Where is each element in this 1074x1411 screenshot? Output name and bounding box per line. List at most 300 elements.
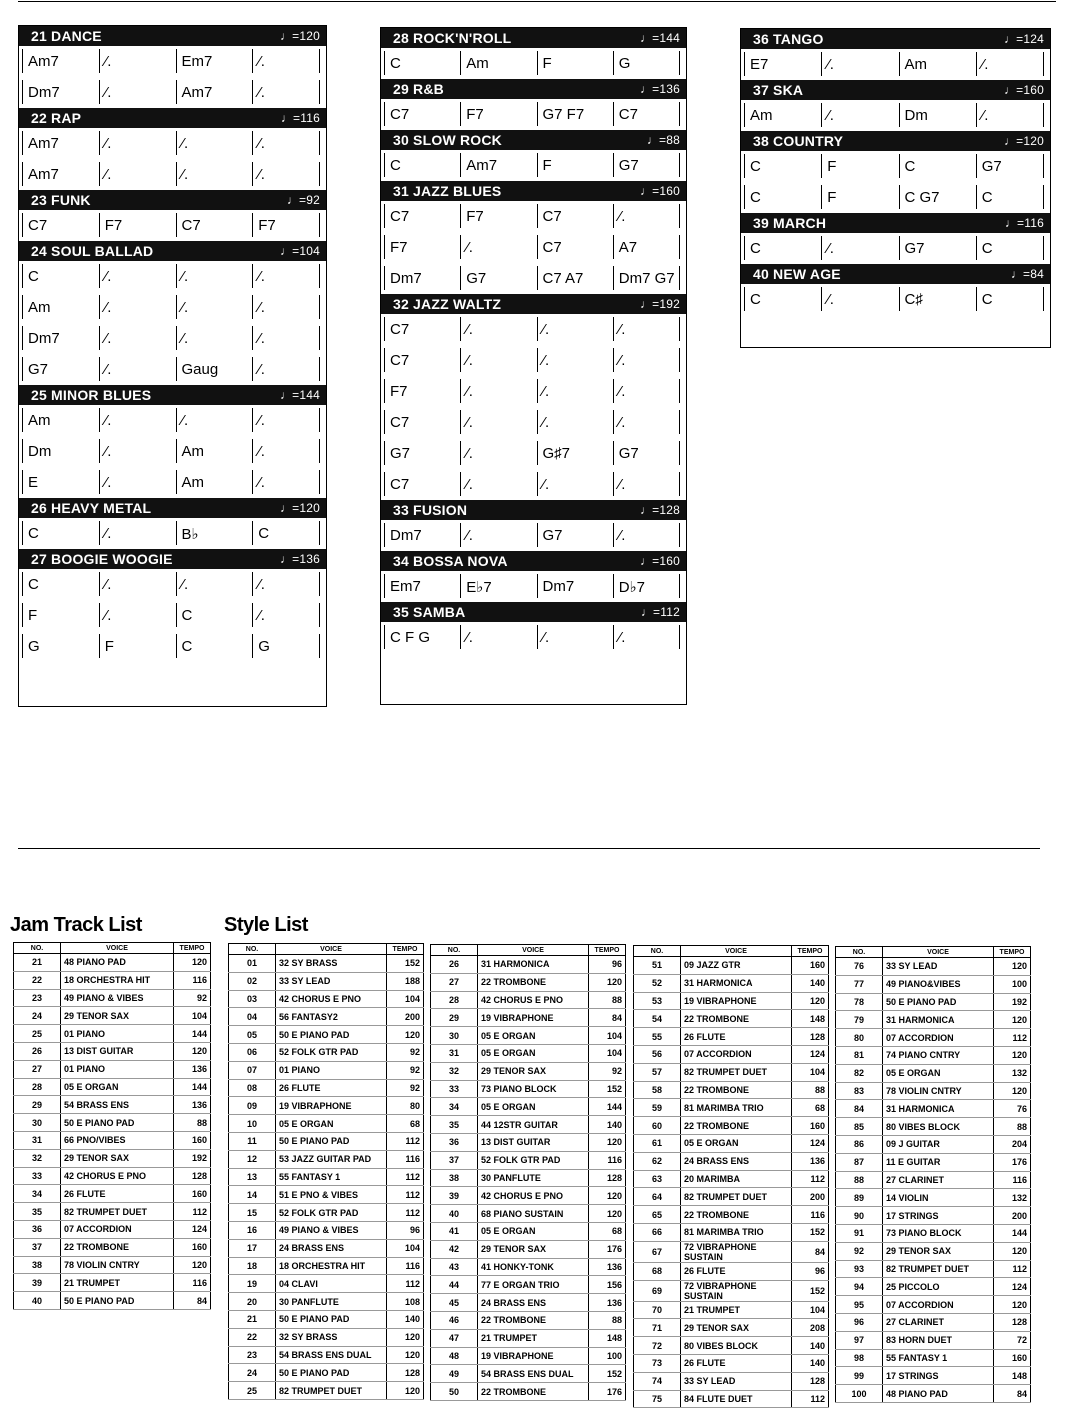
row-voice: 19 VIBRAPHONE (681, 992, 792, 1010)
chord-cell: ⁄. (818, 107, 895, 124)
row-number: 90 (836, 1207, 883, 1225)
table-row (229, 1168, 424, 1186)
chord-cell: E♭7 (457, 578, 533, 596)
row-tempo: 120 (589, 1133, 626, 1151)
table-row (836, 1207, 1031, 1225)
row-tempo: 144 (994, 1224, 1031, 1242)
col-voice-header: VOICE (478, 945, 589, 956)
row-tempo: 128 (792, 1028, 829, 1046)
row-number: 21 (229, 1310, 276, 1328)
chord-cell: F (96, 638, 173, 655)
style-name: 26 HEAVY METAL (31, 500, 152, 516)
row-tempo: 148 (994, 1367, 1031, 1385)
row-number: 59 (634, 1099, 681, 1117)
row-voice: 49 PIANO&VIBES (883, 975, 994, 993)
chord-cell: C (249, 525, 326, 542)
row-voice: 54 BRASS ENS (61, 1096, 174, 1114)
chord-cell: C (896, 158, 973, 175)
row-tempo: 136 (792, 1152, 829, 1170)
row-tempo: 120 (387, 1382, 424, 1400)
chord-cell: G7 (457, 270, 533, 287)
chord-cell: ⁄. (457, 352, 533, 369)
chord-cell: C (973, 240, 1050, 257)
style-name: 35 SAMBA (393, 604, 466, 620)
chord-cell: F (19, 607, 96, 624)
chord-cell: ⁄. (818, 240, 895, 257)
chord-cell: ⁄. (534, 352, 610, 369)
row-tempo: 160 (792, 1117, 829, 1135)
table-row (634, 1152, 829, 1170)
chord-cell: Dm7 (381, 527, 457, 544)
table-row (229, 1204, 424, 1222)
row-voice: 53 JAZZ GUITAR PAD (276, 1150, 387, 1168)
row-tempo: 120 (994, 958, 1031, 976)
chord-cell: ⁄. (973, 107, 1050, 124)
style-name: 31 JAZZ BLUES (393, 183, 502, 199)
table-row (229, 1346, 424, 1364)
chord-row (741, 49, 1050, 80)
table-row (229, 1275, 424, 1293)
row-voice: 50 E PIANO PAD (276, 1132, 387, 1150)
row-tempo: 176 (994, 1153, 1031, 1171)
chord-cell: A7 (610, 239, 686, 256)
table-row (431, 1098, 626, 1116)
col-voice-header: VOICE (61, 943, 174, 954)
table-row (634, 1262, 829, 1280)
header-row (836, 947, 1031, 958)
row-number: 36 (431, 1133, 478, 1151)
row-number: 79 (836, 1011, 883, 1029)
table-row (14, 1007, 211, 1025)
col-tempo-header: TEMPO (994, 947, 1031, 958)
row-tempo: 104 (589, 1027, 626, 1045)
row-tempo: 136 (174, 1096, 211, 1114)
chord-row (381, 314, 686, 345)
row-tempo: 104 (792, 1063, 829, 1081)
row-voice: 42 CHORUS E PNO (478, 991, 589, 1009)
chord-row (19, 436, 326, 467)
row-number: 41 (431, 1222, 478, 1240)
chord-cell: ⁄. (249, 84, 326, 101)
table-row (634, 1188, 829, 1206)
row-number: 05 (229, 1026, 276, 1044)
table-row (229, 1257, 424, 1275)
chord-cell: ⁄. (96, 166, 173, 183)
row-number: 74 (634, 1372, 681, 1390)
row-number: 36 (14, 1220, 61, 1238)
chord-cell: ⁄. (610, 629, 686, 646)
chord-cell: ⁄. (249, 443, 326, 460)
table-row (634, 1390, 829, 1408)
table-row (836, 1224, 1031, 1242)
style-name: 34 BOSSA NOVA (393, 553, 508, 569)
chord-row (741, 100, 1050, 131)
row-number: 38 (431, 1169, 478, 1187)
table-row (634, 1223, 829, 1241)
table-row (14, 954, 211, 972)
chord-cell: C♯ (896, 291, 973, 308)
chord-cell: C (173, 638, 250, 655)
style-name: 24 SOUL BALLAD (31, 243, 154, 259)
row-number: 76 (836, 958, 883, 976)
row-tempo: 112 (387, 1186, 424, 1204)
table-row (229, 1186, 424, 1204)
row-voice: 26 FLUTE (681, 1262, 792, 1280)
table-row (14, 1292, 211, 1310)
row-voice: 22 TROMBONE (478, 1311, 589, 1329)
table-row (229, 1382, 424, 1400)
row-number: 60 (634, 1117, 681, 1135)
chord-cell: ⁄. (249, 474, 326, 491)
table-row (431, 1240, 626, 1258)
table-row (431, 1276, 626, 1294)
style-header (19, 549, 326, 569)
row-number: 09 (229, 1097, 276, 1115)
section-divider (18, 848, 1040, 849)
table-row (634, 992, 829, 1010)
row-number: 53 (634, 992, 681, 1010)
row-voice: 05 E ORGAN (276, 1115, 387, 1133)
row-number: 10 (229, 1115, 276, 1133)
row-number: 43 (431, 1258, 478, 1276)
row-number: 29 (14, 1096, 61, 1114)
row-number: 17 (229, 1239, 276, 1257)
row-tempo: 132 (994, 1064, 1031, 1082)
row-voice: 52 FOLK GTR PAD (478, 1151, 589, 1169)
table-row (229, 1008, 424, 1026)
chord-cell: ⁄. (457, 239, 533, 256)
chord-row (741, 233, 1050, 264)
chord-cell: Dm (19, 443, 96, 460)
row-tempo: 104 (387, 1239, 424, 1257)
row-tempo: 88 (589, 991, 626, 1009)
row-voice: 42 CHORUS E PNO (276, 990, 387, 1008)
row-voice: 09 JAZZ GTR (681, 957, 792, 975)
row-number: 26 (14, 1042, 61, 1060)
chord-cell: G (249, 638, 326, 655)
row-tempo: 176 (589, 1240, 626, 1258)
table-row (229, 990, 424, 1008)
chord-row (19, 518, 326, 549)
row-number: 66 (634, 1223, 681, 1241)
row-number: 100 (836, 1385, 883, 1403)
row-voice: 07 ACCORDION (883, 1296, 994, 1314)
table-row (634, 1241, 829, 1262)
row-tempo: 148 (589, 1329, 626, 1347)
table-row (634, 1206, 829, 1224)
row-tempo: 116 (589, 1151, 626, 1169)
row-number: 37 (14, 1238, 61, 1256)
style-header (741, 131, 1050, 151)
table-row (836, 1064, 1031, 1082)
row-tempo: 120 (387, 1026, 424, 1044)
table-row (836, 1171, 1031, 1189)
row-number: 27 (14, 1060, 61, 1078)
table-row (431, 1062, 626, 1080)
table-row (634, 1301, 829, 1319)
row-voice: 48 PIANO PAD (61, 954, 174, 972)
table-row (14, 1203, 211, 1221)
row-tempo: 132 (994, 1189, 1031, 1207)
row-voice: 82 TRUMPET DUET (681, 1188, 792, 1206)
chord-cell: ⁄. (249, 53, 326, 70)
row-tempo: 104 (387, 990, 424, 1008)
row-number: 99 (836, 1367, 883, 1385)
row-tempo: 104 (589, 1044, 626, 1062)
chord-cell: C G7 (896, 189, 973, 206)
row-number: 06 (229, 1043, 276, 1061)
chord-row (381, 438, 686, 469)
col-no-header: NO. (229, 944, 276, 955)
chord-cell: F7 (457, 208, 533, 225)
row-voice: 22 TROMBONE (681, 1010, 792, 1028)
style-table-3 (633, 945, 829, 1408)
chord-column-left (18, 25, 327, 707)
table-row (229, 1150, 424, 1168)
chord-cell: C (741, 158, 818, 175)
row-tempo: 92 (387, 1043, 424, 1061)
chord-cell: ⁄. (96, 412, 173, 429)
chord-cell: ⁄. (249, 330, 326, 347)
row-voice: 31 HARMONICA (478, 956, 589, 974)
row-number: 31 (431, 1044, 478, 1062)
row-number: 03 (229, 990, 276, 1008)
table-row (14, 1167, 211, 1185)
style-name: 21 DANCE (31, 28, 102, 44)
chord-cell: Am7 (19, 135, 96, 152)
chord-row (19, 354, 326, 385)
row-voice: 82 TRUMPET DUET (681, 1063, 792, 1081)
row-tempo: 140 (792, 1337, 829, 1355)
row-voice: 31 HARMONICA (883, 1011, 994, 1029)
chord-cell: ⁄. (249, 299, 326, 316)
chord-cell: ⁄. (457, 445, 533, 462)
row-tempo: 120 (174, 954, 211, 972)
table-row (431, 1044, 626, 1062)
chord-row (381, 48, 686, 79)
table-row (836, 993, 1031, 1011)
table-row (14, 1220, 211, 1238)
row-number: 58 (634, 1081, 681, 1099)
table-row (431, 1329, 626, 1347)
row-number: 33 (14, 1167, 61, 1185)
chord-row (381, 571, 686, 602)
row-number: 91 (836, 1224, 883, 1242)
row-voice: 72 VIBRAPHONE SUSTAIN (681, 1280, 792, 1301)
row-tempo: 112 (387, 1275, 424, 1293)
row-number: 23 (229, 1346, 276, 1364)
chord-cell: Am7 (19, 53, 96, 70)
row-voice: 19 VIBRAPHONE (478, 1009, 589, 1027)
style-header (381, 551, 686, 571)
row-tempo: 136 (174, 1060, 211, 1078)
table-row (229, 1364, 424, 1382)
table-row (229, 1328, 424, 1346)
chord-cell: B♭ (173, 525, 250, 543)
row-voice: 32 SY BRASS (276, 955, 387, 973)
chord-cell: Gaug (173, 361, 250, 378)
row-tempo: 160 (174, 1131, 211, 1149)
table-row (836, 1011, 1031, 1029)
chord-cell: C7 (381, 414, 457, 431)
table-row (14, 1078, 211, 1096)
row-voice: 29 TENOR SAX (478, 1240, 589, 1258)
row-number: 38 (14, 1256, 61, 1274)
table-row (836, 1260, 1031, 1278)
row-tempo: 128 (994, 1313, 1031, 1331)
row-tempo: 160 (174, 1238, 211, 1256)
chord-row (19, 292, 326, 323)
row-voice: 44 12STR GUITAR (478, 1116, 589, 1134)
table-row (634, 1045, 829, 1063)
chord-cell: Dm7 G7 (610, 270, 686, 287)
chord-cell: ⁄. (96, 53, 173, 70)
style-header (19, 108, 326, 128)
row-number: 72 (634, 1337, 681, 1355)
row-number: 64 (634, 1188, 681, 1206)
header-row (14, 943, 211, 954)
table-row (836, 1367, 1031, 1385)
chord-cell: ⁄. (534, 476, 610, 493)
col-no-header: NO. (14, 943, 61, 954)
chord-row (381, 520, 686, 551)
row-number: 08 (229, 1079, 276, 1097)
table-row (634, 957, 829, 975)
style-tempo: ♩=160 (639, 184, 680, 198)
style-tempo: ♩=160 (639, 554, 680, 568)
chord-cell: F (818, 158, 895, 175)
chord-cell: ⁄. (249, 576, 326, 593)
row-voice: 22 TROMBONE (478, 973, 589, 991)
table-row (634, 1117, 829, 1135)
row-tempo: 120 (994, 1046, 1031, 1064)
col-no-header: NO. (634, 946, 681, 957)
chord-cell: G7 F7 (534, 106, 610, 123)
row-voice: 05 E ORGAN (478, 1222, 589, 1240)
chord-cell: Am7 (19, 166, 96, 183)
table-row (14, 1114, 211, 1132)
table-row (229, 1293, 424, 1311)
table-row (431, 991, 626, 1009)
table-row (634, 1063, 829, 1081)
row-voice: 50 E PIANO PAD (61, 1292, 174, 1310)
table-row (229, 1097, 424, 1115)
row-voice: 80 VIBES BLOCK (681, 1337, 792, 1355)
row-voice: 05 E ORGAN (478, 1044, 589, 1062)
table-row (836, 1189, 1031, 1207)
row-tempo: 116 (387, 1150, 424, 1168)
col-tempo-header: TEMPO (174, 943, 211, 954)
row-tempo: 84 (792, 1241, 829, 1262)
row-voice: 49 PIANO & VIBES (276, 1221, 387, 1239)
header-row (229, 944, 424, 955)
row-number: 49 (431, 1365, 478, 1383)
row-voice: 29 TENOR SAX (883, 1242, 994, 1260)
row-tempo: 88 (792, 1081, 829, 1099)
chord-cell: ⁄. (610, 352, 686, 369)
row-number: 31 (14, 1131, 61, 1149)
table-row (14, 1149, 211, 1167)
row-tempo: 176 (589, 1383, 626, 1401)
row-tempo: 140 (589, 1116, 626, 1134)
chord-cell: G7 (896, 240, 973, 257)
table-row (634, 1280, 829, 1301)
chord-cell: ⁄. (96, 330, 173, 347)
table-row (14, 989, 211, 1007)
chord-cell: F (534, 157, 610, 174)
row-number: 48 (431, 1347, 478, 1365)
row-tempo: 120 (792, 992, 829, 1010)
row-voice: 84 FLUTE DUET (681, 1390, 792, 1408)
table-row (634, 1372, 829, 1390)
style-name: 28 ROCK'N'ROLL (393, 30, 512, 46)
style-table-1 (228, 943, 424, 1400)
chord-cell: ⁄. (173, 135, 250, 152)
row-number: 50 (431, 1383, 478, 1401)
table-row (836, 1046, 1031, 1064)
row-tempo: 96 (589, 956, 626, 974)
row-tempo: 112 (792, 1390, 829, 1408)
style-tempo: ♩=136 (639, 82, 680, 96)
row-voice: 05 E ORGAN (681, 1134, 792, 1152)
chord-cell: G♯7 (534, 445, 610, 462)
row-tempo: 88 (994, 1118, 1031, 1136)
row-tempo: 140 (792, 974, 829, 992)
row-tempo: 144 (174, 1078, 211, 1096)
chord-cell: ⁄. (96, 607, 173, 624)
row-voice: 18 ORCHESTRA HIT (276, 1257, 387, 1275)
chord-cell: ⁄. (173, 166, 250, 183)
row-number: 15 (229, 1204, 276, 1222)
row-number: 69 (634, 1280, 681, 1301)
chord-cell: C7 (173, 217, 250, 234)
table-row (431, 1311, 626, 1329)
chord-cell: ⁄. (457, 476, 533, 493)
style-tempo: ♩=144 (279, 388, 320, 402)
row-voice: 50 E PIANO PAD (61, 1114, 174, 1132)
row-tempo: 128 (792, 1372, 829, 1390)
row-voice: 13 DIST GUITAR (61, 1042, 174, 1060)
chord-row (381, 263, 686, 294)
row-tempo: 84 (589, 1009, 626, 1027)
row-number: 24 (229, 1364, 276, 1382)
row-voice: 13 DIST GUITAR (478, 1133, 589, 1151)
chord-cell: C7 (381, 476, 457, 493)
table-row (14, 1060, 211, 1078)
style-name: 29 R&B (393, 81, 444, 97)
row-voice: 48 PIANO PAD (883, 1385, 994, 1403)
chord-row (19, 405, 326, 436)
row-tempo: 120 (589, 1205, 626, 1223)
row-voice: 25 PICCOLO (883, 1278, 994, 1296)
row-tempo: 136 (589, 1258, 626, 1276)
row-voice: 14 VIOLIN (883, 1189, 994, 1207)
chord-cell: F7 (381, 239, 457, 256)
row-number: 26 (431, 956, 478, 974)
style-name: 23 FUNK (31, 192, 91, 208)
row-tempo: 152 (792, 1280, 829, 1301)
style-header (381, 294, 686, 314)
chord-cell: C (973, 189, 1050, 206)
row-voice: 83 HORN DUET (883, 1331, 994, 1349)
col-no-header: NO. (836, 947, 883, 958)
style-tempo: ♩=116 (1004, 216, 1044, 230)
chord-cell: ⁄. (457, 629, 533, 646)
row-number: 57 (634, 1063, 681, 1081)
style-tempo: ♩=192 (639, 297, 680, 311)
chord-row (381, 345, 686, 376)
chord-cell: ⁄. (534, 414, 610, 431)
